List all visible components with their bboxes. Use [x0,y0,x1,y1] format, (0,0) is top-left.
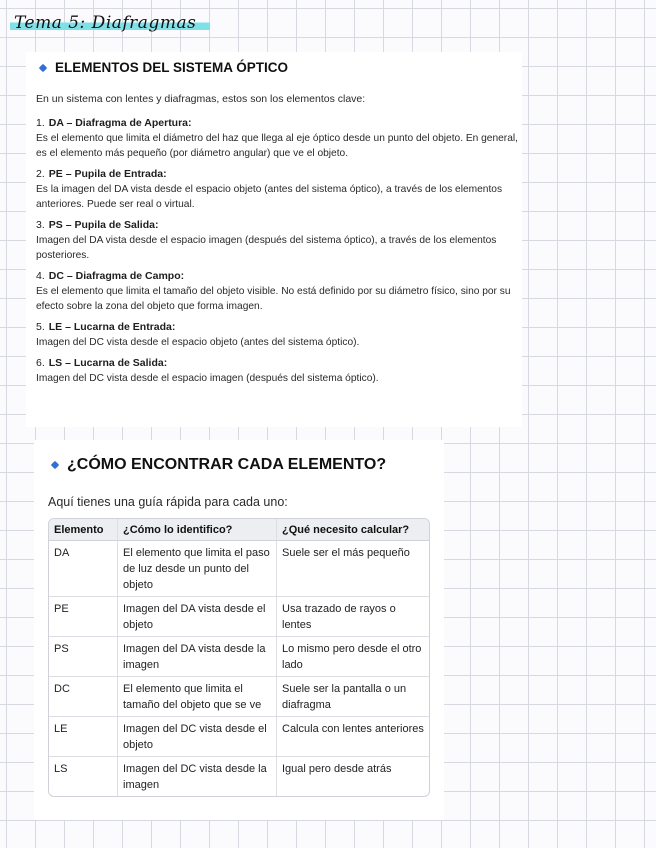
item-title: PS – Pupila de Salida: [48,219,159,231]
item-title: PE – Pupila de Entrada: [48,168,167,180]
item-description: Imagen del DC vista desde el espacio imagen (después del sistema óptico). [36,373,379,384]
guide-table [48,518,430,797]
list-item [36,218,518,263]
section2-heading [52,456,386,474]
item-number: 2. [36,168,45,180]
table-row [49,677,429,717]
cell-identify: Imagen del DA vista desde el objeto [117,597,276,637]
cell-calculate: Lo mismo pero desde el otro lado [276,637,429,677]
elements-list [36,116,518,392]
cell-element: LS [54,763,68,775]
item-title: DA – Diafragma de Apertura: [48,117,192,129]
cell-element: DA [49,541,117,597]
table-row [49,597,429,637]
cell-element: PE [49,597,117,637]
table-header-row [49,519,429,541]
cell-element: PS [49,637,117,677]
blue-diamond-icon [39,63,47,71]
list-item [36,116,518,161]
column-header-calcular: ¿Qué necesito calcular? [276,519,429,541]
section1-heading-text: ELEMENTOS DEL SISTEMA ÓPTICO [55,60,289,75]
cell-identify: Imagen del DC vista desde la imagen [117,757,276,796]
item-description: Es el elemento que limita el diámetro del haz que llega al eje óptico desde un punto del objeto. En general, es el elemento más pequeño (por diámetro angular) que ve el objeto. [36,133,518,159]
table-row [49,757,429,796]
cell-element: DC [49,677,117,717]
list-item [36,167,518,212]
item-title: LS – Lucarna de Salida: [48,357,168,369]
cell-calculate: Usa trazado de rayos o lentes [276,597,429,637]
list-item [36,320,518,350]
cell-identify: Imagen del DA vista desde la imagen [117,637,276,677]
cell-calculate: Calcula con lentes anteriores [276,717,429,757]
item-number: 3. [36,219,45,231]
table-row [49,541,429,597]
item-description: Es el elemento que limita el tamaño del objeto visible. No está definido por su diámetro físico, sino por su efecto sobre la zona del objeto que forma imagen. [36,286,511,312]
section-elements-card [26,52,522,427]
item-number: 5. [36,321,45,333]
cell-identify: Imagen del DC vista desde el objeto [117,717,276,757]
cell-calculate: Suele ser la pantalla o un diafragma [276,677,429,717]
item-number: 1. [36,117,45,129]
table-row [49,637,429,677]
section1-heading [40,60,288,75]
cell-calculate: Suele ser el más pequeño [276,541,429,597]
section2-intro: Aquí tienes una guía rápida para cada uno: [48,495,288,509]
blue-diamond-icon [51,461,59,469]
item-number: 6. [36,357,45,369]
item-title: LE – Lucarna de Entrada: [48,321,176,333]
table-row [49,717,429,757]
cell-calculate: Igual pero desde atrás [276,757,429,796]
item-description: Es la imagen del DA vista desde el espacio objeto (antes del sistema óptico), a través de los elementos anteriores. Puede ser real o virtual. [36,184,503,210]
column-header-como: ¿Cómo lo identifico? [117,519,276,541]
item-number: 4. [36,270,45,282]
item-description: Imagen del DA vista desde el espacio imagen (después del sistema óptico), a través de los elementos posteriores. [36,235,497,261]
section-guide-card [34,440,444,820]
item-description: Imagen del DC vista desde el espacio objeto (antes del sistema óptico). [36,337,360,348]
item-title: DC – Diafragma de Campo: [48,270,185,282]
section1-intro: En un sistema con lentes y diafragmas, estos son los elementos clave: [36,93,366,105]
cell-identify: El elemento que limita el paso de luz desde un punto del objeto [117,541,276,597]
list-item [36,269,518,314]
section2-heading-text: ¿CÓMO ENCONTRAR CADA ELEMENTO? [67,456,387,473]
cell-identify: El elemento que limita el tamaño del objeto que se ve [117,677,276,717]
list-item [36,356,518,386]
page-title: Tema 5: Diafragmas [10,12,210,34]
cell-element: LE [49,717,117,757]
column-header-elemento: Elemento [49,519,117,541]
